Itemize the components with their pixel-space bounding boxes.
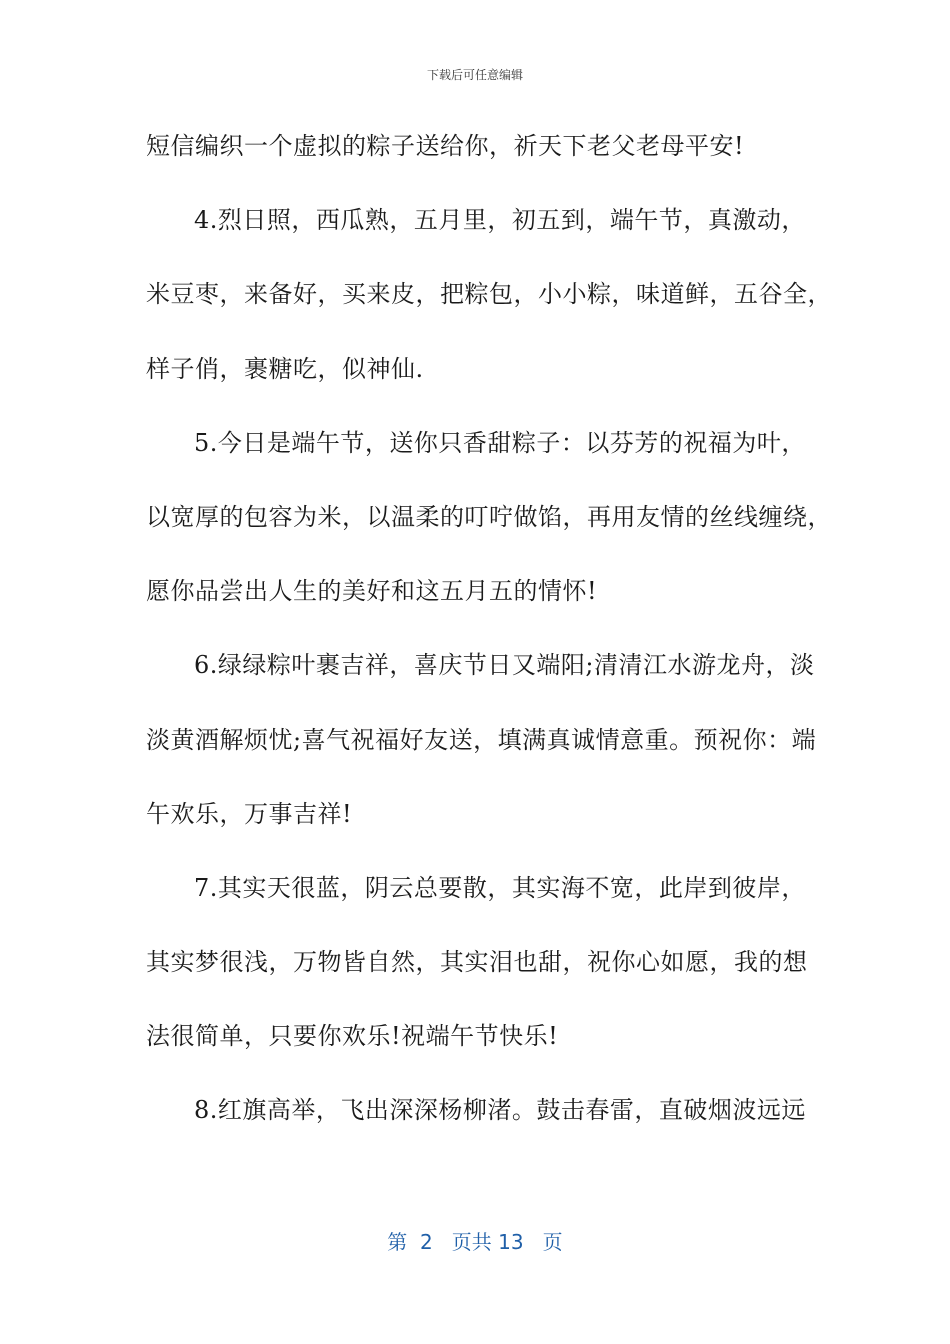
text-line: 7.其实天很蓝，阴云总要散，其实海不宽，此岸到彼岸， [194,873,806,902]
page-header: 下载后可任意编辑 [426,68,523,82]
text-line: 5.今日是端午节，送你只香甜粽子：以芬芳的祝福为叶， [194,428,806,457]
text-line: 其实梦很浅，万物皆自然，其实泪也甜，祝你心如愿，我的想 [146,948,808,977]
text-line: 8.红旗高举，飞出深深杨柳渚。鼓击春雷，直破烟波远远 [194,1096,806,1125]
text-line: 午欢乐，万事吉祥! [146,799,353,828]
document-body [146,124,832,1163]
text-line: 以宽厚的包容为米，以温柔的叮咛做馅，再用友情的丝线缠绕， [146,502,832,531]
text-line: 愿你品尝出人生的美好和这五月五的情怀! [146,577,598,606]
text-line: 淡黄酒解烦忧;喜气祝福好友送，填满真诚情意重。预祝你：端 [146,725,817,754]
page-number-footer: 第 2 页共 13 页 [387,1230,563,1254]
text-line: 短信编织一个虚拟的粽子送给你，祈天下老父老母平安! [146,132,745,160]
text-line: 6.绿绿粽叶裹吉祥，喜庆节日又端阳;清清江水游龙舟，淡 [194,651,815,680]
text-line: 米豆枣，来备好，买来皮，把粽包，小小粽，味道鲜，五谷全， [146,280,832,309]
text-line: 法很简单，只要你欢乐!祝端午节快乐! [146,1022,559,1051]
text-line: 4.烈日照，西瓜熟，五月里，初五到，端午节，真激动， [194,206,806,235]
text-line: 样子俏，裹糖吃，似神仙. [146,354,424,383]
